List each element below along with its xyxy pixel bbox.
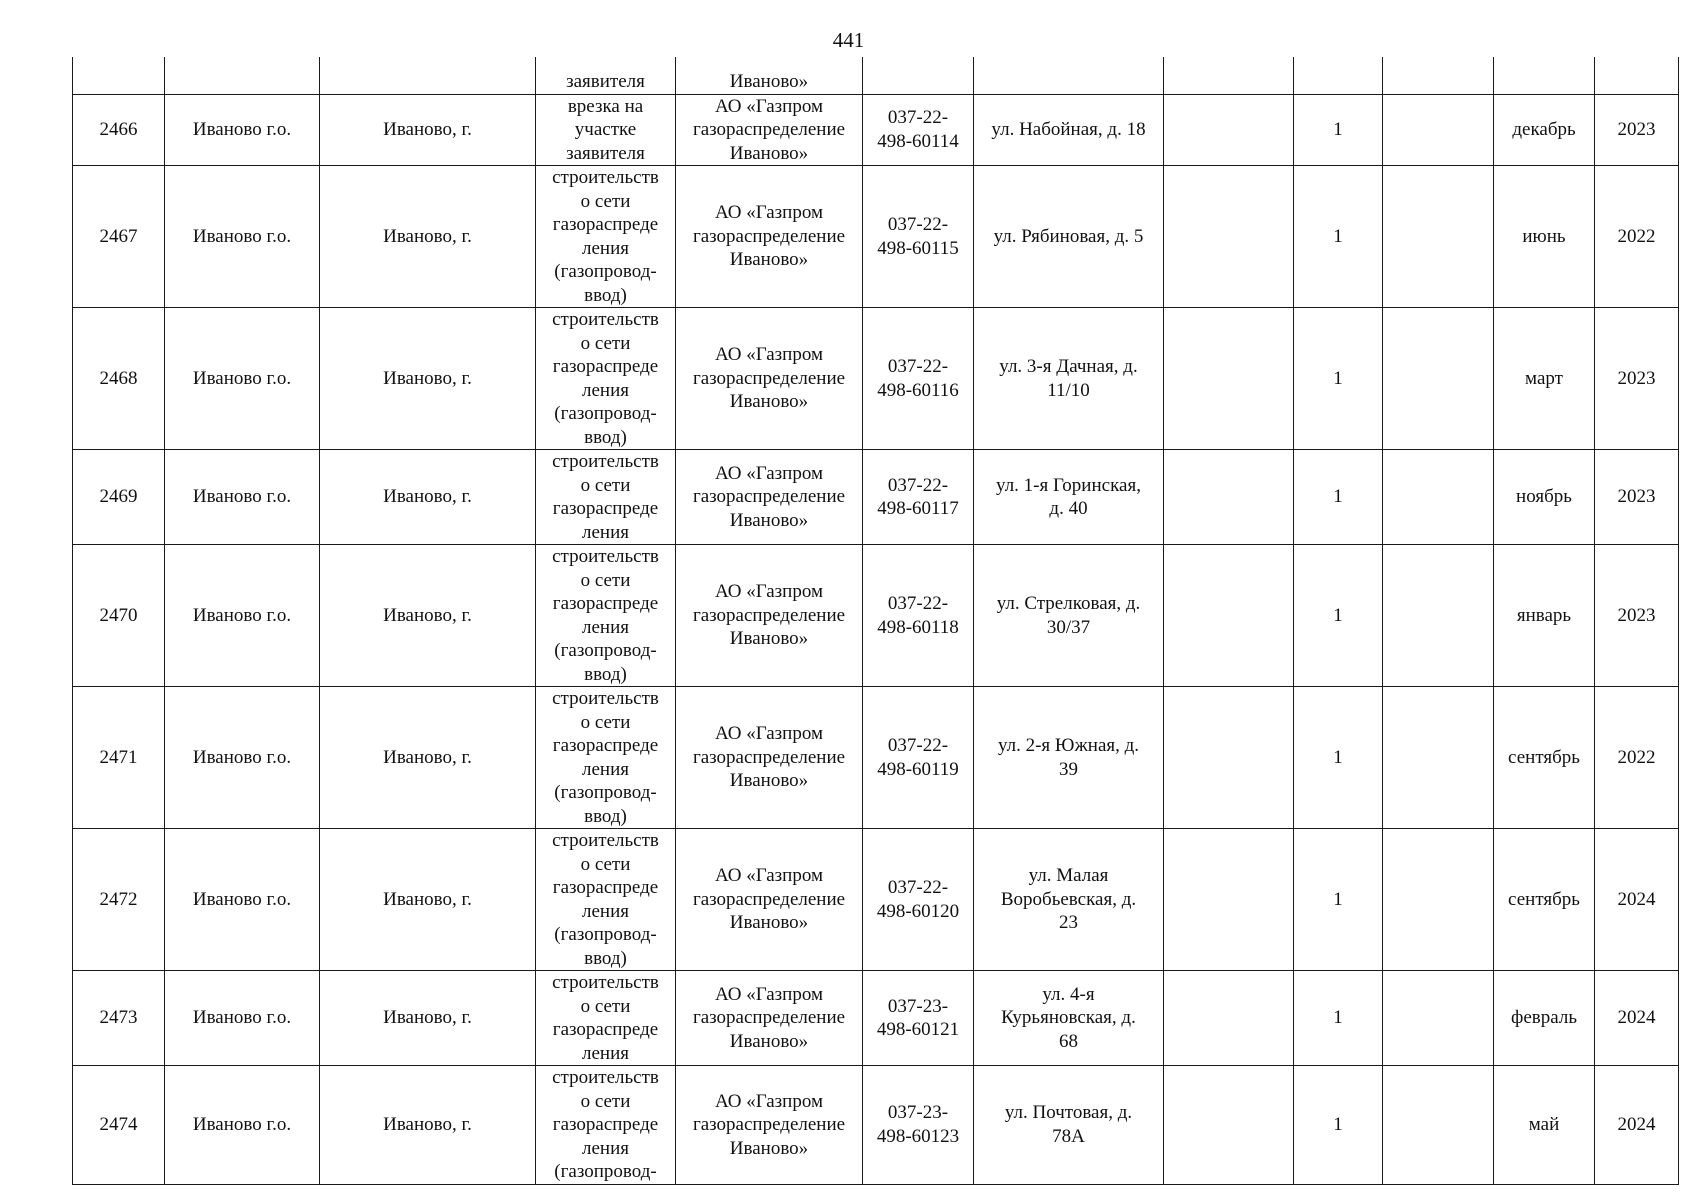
month-cell: сентябрь — [1494, 687, 1595, 829]
work-type-cell — [536, 166, 676, 308]
municipality-cell: Иваново г.о. — [165, 687, 320, 829]
address-cell — [974, 971, 1164, 1066]
municipality-cell: Иваново г.о. — [165, 94, 320, 166]
application-code-line: 037-23- — [887, 1102, 949, 1124]
address-line: 39 — [1059, 758, 1078, 780]
empty-cell — [1383, 829, 1494, 971]
work-type-line: строительств — [552, 972, 659, 993]
address-line: 78А — [1052, 1125, 1085, 1147]
address-cell — [974, 450, 1164, 545]
application-code-line: 498-60118 — [877, 616, 959, 638]
empty-cell — [1164, 450, 1294, 545]
organization-cell — [676, 94, 863, 166]
organization-line: АО «Газпром — [714, 983, 824, 1005]
year-cell: 2024 — [1595, 829, 1679, 971]
work-type-line: (газопровод- — [554, 640, 657, 661]
address-line: ул. Рябиновая, д. 5 — [993, 225, 1144, 247]
application-code-line: 498-60123 — [876, 1125, 960, 1147]
table-row — [73, 308, 1679, 450]
row-number-cell — [73, 57, 165, 94]
month-cell: январь — [1494, 545, 1595, 687]
application-code-line: 037-22- — [887, 474, 949, 496]
application-code-cell — [863, 166, 974, 308]
count-cell: 1 — [1294, 94, 1383, 166]
address-line: ул. 4-я — [1042, 983, 1095, 1005]
organization-line: газораспределение — [692, 486, 846, 508]
work-type-line: (газопровод- — [554, 261, 657, 282]
work-type-line: ввод) — [584, 426, 627, 448]
work-type-line: ления — [582, 1042, 629, 1064]
count-cell: 1 — [1294, 687, 1383, 829]
organization-line: АО «Газпром — [714, 344, 824, 366]
municipality-cell: Иваново г.о. — [165, 166, 320, 308]
count-cell: 1 — [1294, 166, 1383, 308]
table-row — [73, 450, 1679, 545]
work-type-line: газораспреде — [552, 1019, 659, 1040]
work-type-line: о сети — [580, 569, 631, 591]
table-row — [73, 166, 1679, 308]
settlement-cell — [320, 57, 536, 94]
application-code-line: 498-60121 — [876, 1019, 960, 1040]
address-cell — [974, 545, 1164, 687]
organization-cell — [676, 1066, 863, 1185]
work-type-line: ввод) — [584, 805, 627, 827]
year-cell: 2023 — [1595, 450, 1679, 545]
settlement-cell: Иваново, г. — [320, 94, 536, 166]
settlement-cell: Иваново, г. — [320, 545, 536, 687]
organization-line: Иваново» — [729, 1030, 809, 1052]
application-code-cell — [863, 57, 974, 94]
organization-line: АО «Газпром — [714, 581, 824, 603]
count-cell: 1 — [1294, 545, 1383, 687]
organization-line: АО «Газпром — [714, 723, 824, 745]
organization-line: АО «Газпром — [714, 202, 824, 224]
month-cell: июнь — [1494, 166, 1595, 308]
year-cell: 2023 — [1595, 308, 1679, 450]
row-number-cell: 2474 — [73, 1066, 165, 1185]
organization-line: газораспределение — [692, 1007, 846, 1029]
work-type-line: (газопровод- — [554, 403, 657, 424]
work-type-line: газораспреде — [552, 735, 659, 756]
application-code-cell — [863, 829, 974, 971]
empty-cell — [1164, 1066, 1294, 1185]
address-line: ул. Почтовая, д. — [1004, 1102, 1133, 1124]
count-cell: 1 — [1294, 829, 1383, 971]
organization-cell — [676, 57, 863, 94]
work-type-line: строительств — [552, 688, 659, 709]
row-number-cell: 2472 — [73, 829, 165, 971]
year-cell: 2024 — [1595, 971, 1679, 1066]
empty-cell — [1164, 545, 1294, 687]
application-code-cell — [863, 971, 974, 1066]
organization-cell — [676, 687, 863, 829]
table-row — [73, 829, 1679, 971]
row-number-cell: 2473 — [73, 971, 165, 1066]
settlement-cell: Иваново, г. — [320, 1066, 536, 1185]
address-line: 30/37 — [1046, 616, 1091, 638]
work-type-cell — [536, 687, 676, 829]
work-type-line: ввод) — [584, 947, 627, 969]
organization-cell — [676, 971, 863, 1066]
work-type-line: врезка на — [567, 95, 644, 117]
work-type-cell — [536, 971, 676, 1066]
work-type-line: (газопровод- — [554, 1161, 657, 1182]
application-code-line: 498-60116 — [877, 379, 959, 401]
application-code-cell — [863, 308, 974, 450]
empty-cell — [1164, 687, 1294, 829]
table-body — [73, 57, 1679, 1184]
work-type-line: ввод) — [584, 663, 627, 685]
application-code-cell — [863, 450, 974, 545]
organization-line: газораспределение — [692, 1114, 846, 1135]
settlement-cell: Иваново, г. — [320, 687, 536, 829]
month-cell: февраль — [1494, 971, 1595, 1066]
row-number-cell: 2469 — [73, 450, 165, 545]
address-cell — [974, 829, 1164, 971]
settlement-cell: Иваново, г. — [320, 450, 536, 545]
address-line: ул. 1-я Горинская, — [996, 474, 1141, 496]
work-type-line: строительств — [552, 546, 659, 567]
work-type-line: газораспреде — [552, 877, 659, 898]
application-code-line: 498-60120 — [876, 900, 960, 922]
empty-cell — [1383, 1066, 1494, 1185]
organization-cell — [676, 166, 863, 308]
work-type-cell — [536, 545, 676, 687]
application-code-cell — [863, 1066, 974, 1185]
month-cell — [1494, 57, 1595, 94]
table-row — [73, 971, 1679, 1066]
work-type-line: газораспреде — [552, 593, 659, 614]
organization-line: Иваново» — [729, 391, 809, 413]
organization-cell — [676, 308, 863, 450]
empty-cell — [1383, 971, 1494, 1066]
application-code-cell — [863, 687, 974, 829]
application-code-cell — [863, 94, 974, 166]
address-line: ул. Малая — [1028, 865, 1109, 887]
year-cell: 2023 — [1595, 94, 1679, 166]
year-cell: 2022 — [1595, 166, 1679, 308]
work-type-line: газораспреде — [552, 214, 659, 235]
month-cell: сентябрь — [1494, 829, 1595, 971]
work-type-line: ввод) — [584, 284, 627, 306]
row-number-cell: 2470 — [73, 545, 165, 687]
work-type-line: строительств — [552, 309, 659, 330]
organization-cell — [676, 450, 863, 545]
municipality-cell: Иваново г.о. — [165, 829, 320, 971]
empty-cell — [1383, 308, 1494, 450]
organization-line: газораспределение — [692, 119, 846, 140]
table-row — [73, 1066, 1679, 1185]
year-cell: 2024 — [1595, 1066, 1679, 1185]
empty-cell — [1164, 94, 1294, 166]
empty-cell — [1164, 829, 1294, 971]
month-cell: май — [1494, 1066, 1595, 1185]
work-type-line: ления — [582, 379, 629, 401]
gas-connection-table — [72, 57, 1679, 1185]
work-type-line: газораспреде — [552, 356, 659, 377]
organization-line: Иваново» — [729, 1137, 809, 1159]
empty-cell — [1164, 166, 1294, 308]
work-type-line: газораспреде — [552, 498, 659, 519]
organization-line: АО «Газпром — [714, 1090, 824, 1112]
work-type-line: о сети — [580, 853, 631, 875]
work-type-line: ления — [582, 237, 629, 259]
address-line: Курьяновская, д. — [1001, 1007, 1136, 1029]
organization-line: Иваново» — [729, 912, 809, 934]
application-code-line: 037-22- — [887, 107, 949, 129]
empty-cell — [1164, 308, 1294, 450]
application-code-line: 498-60119 — [877, 758, 959, 780]
address-line: 68 — [1059, 1030, 1078, 1052]
count-cell: 1 — [1294, 1066, 1383, 1185]
organization-line: Иваново» — [729, 142, 809, 164]
row-number-cell: 2468 — [73, 308, 165, 450]
year-cell: 2022 — [1595, 687, 1679, 829]
work-type-line: о сети — [580, 1090, 631, 1112]
application-code-line: 498-60115 — [877, 237, 959, 259]
work-type-line: ления — [582, 616, 629, 638]
application-code-line: 037-23- — [887, 995, 949, 1017]
address-cell — [974, 1066, 1164, 1185]
address-line: ул. 3-я Дачная, д. — [999, 356, 1138, 377]
work-type-line: о сети — [580, 711, 631, 733]
work-type-line: (газопровод- — [554, 924, 657, 945]
address-line: ул. 2-я Южная, д. — [997, 735, 1140, 756]
application-code-line: 498-60114 — [877, 130, 959, 152]
work-type-line: ления — [582, 1137, 629, 1159]
count-cell: 1 — [1294, 308, 1383, 450]
address-cell — [974, 166, 1164, 308]
address-cell — [974, 57, 1164, 94]
organization-line: газораспределение — [692, 888, 846, 910]
settlement-cell: Иваново, г. — [320, 166, 536, 308]
application-code-line: 037-22- — [887, 356, 949, 377]
work-type-line: заявителя — [566, 71, 645, 92]
address-line: Воробьевская, д. — [1000, 888, 1137, 910]
table-row — [73, 94, 1679, 166]
municipality-cell: Иваново г.о. — [165, 1066, 320, 1185]
address-line: 11/10 — [1047, 379, 1090, 401]
municipality-cell: Иваново г.о. — [165, 545, 320, 687]
work-type-cell — [536, 450, 676, 545]
organization-line: газораспределение — [692, 225, 846, 247]
work-type-line: газораспреде — [552, 1114, 659, 1135]
work-type-line: о сети — [580, 190, 631, 212]
application-code-line: 037-22- — [887, 593, 949, 614]
row-number-cell: 2471 — [73, 687, 165, 829]
organization-line: Иваново» — [729, 628, 809, 650]
row-number-cell: 2466 — [73, 94, 165, 166]
organization-line: Иваново» — [729, 509, 809, 531]
count-cell — [1294, 57, 1383, 94]
empty-cell — [1383, 450, 1494, 545]
empty-cell — [1383, 94, 1494, 166]
application-code-cell — [863, 545, 974, 687]
organization-cell — [676, 545, 863, 687]
work-type-cell — [536, 1066, 676, 1185]
work-type-line: о сети — [580, 332, 631, 354]
organization-line: АО «Газпром — [714, 865, 824, 887]
application-code-line: 498-60117 — [877, 498, 959, 519]
municipality-cell: Иваново г.о. — [165, 308, 320, 450]
page-number: 441 — [832, 28, 865, 52]
application-code-line: 037-22- — [887, 877, 949, 898]
empty-cell — [1164, 971, 1294, 1066]
work-type-line: ления — [582, 521, 629, 543]
work-type-cell — [536, 829, 676, 971]
table-row — [73, 57, 1679, 94]
work-type-line: строительств — [552, 451, 659, 472]
work-type-line: строительств — [552, 830, 659, 851]
settlement-cell: Иваново, г. — [320, 971, 536, 1066]
municipality-cell: Иваново г.о. — [165, 450, 320, 545]
address-cell — [974, 308, 1164, 450]
application-code-line: 037-22- — [887, 735, 949, 756]
organization-line: АО «Газпром — [714, 462, 824, 484]
table-row — [73, 545, 1679, 687]
organization-line: АО «Газпром — [714, 95, 824, 117]
organization-cell — [676, 829, 863, 971]
work-type-line: о сети — [580, 995, 631, 1017]
empty-cell — [1383, 57, 1494, 94]
address-line: ул. Набойная, д. 18 — [991, 119, 1146, 140]
empty-cell — [1164, 57, 1294, 94]
year-cell — [1595, 57, 1679, 94]
address-line: 23 — [1059, 912, 1078, 934]
address-cell — [974, 687, 1164, 829]
work-type-line: ления — [582, 758, 629, 780]
work-type-line: о сети — [580, 474, 631, 496]
organization-line: газораспределение — [692, 604, 846, 626]
work-type-line: участке — [574, 119, 637, 140]
work-type-cell — [536, 57, 676, 94]
work-type-line: заявителя — [566, 142, 645, 164]
month-cell: ноябрь — [1494, 450, 1595, 545]
work-type-cell — [536, 94, 676, 166]
empty-cell — [1383, 545, 1494, 687]
settlement-cell: Иваново, г. — [320, 829, 536, 971]
month-cell: декабрь — [1494, 94, 1595, 166]
organization-line: Иваново» — [729, 770, 809, 792]
settlement-cell: Иваново, г. — [320, 308, 536, 450]
organization-line: газораспределение — [692, 367, 846, 389]
work-type-line: ления — [582, 900, 629, 922]
organization-line: Иваново» — [729, 71, 809, 92]
work-type-line: строительств — [552, 167, 659, 188]
application-code-line: 037-22- — [887, 214, 949, 235]
work-type-line: (газопровод- — [554, 782, 657, 803]
empty-cell — [1383, 687, 1494, 829]
organization-line: Иваново» — [729, 249, 809, 271]
address-cell — [974, 94, 1164, 166]
organization-line: газораспределение — [692, 746, 846, 768]
municipality-cell: Иваново г.о. — [165, 971, 320, 1066]
address-line: д. 40 — [1049, 498, 1088, 519]
table-row — [73, 687, 1679, 829]
work-type-cell — [536, 308, 676, 450]
count-cell: 1 — [1294, 450, 1383, 545]
month-cell: март — [1494, 308, 1595, 450]
address-line: ул. Стрелковая, д. — [996, 593, 1141, 614]
row-number-cell: 2467 — [73, 166, 165, 308]
empty-cell — [1383, 166, 1494, 308]
count-cell: 1 — [1294, 971, 1383, 1066]
work-type-line: строительств — [552, 1067, 659, 1088]
municipality-cell — [165, 57, 320, 94]
year-cell: 2023 — [1595, 545, 1679, 687]
